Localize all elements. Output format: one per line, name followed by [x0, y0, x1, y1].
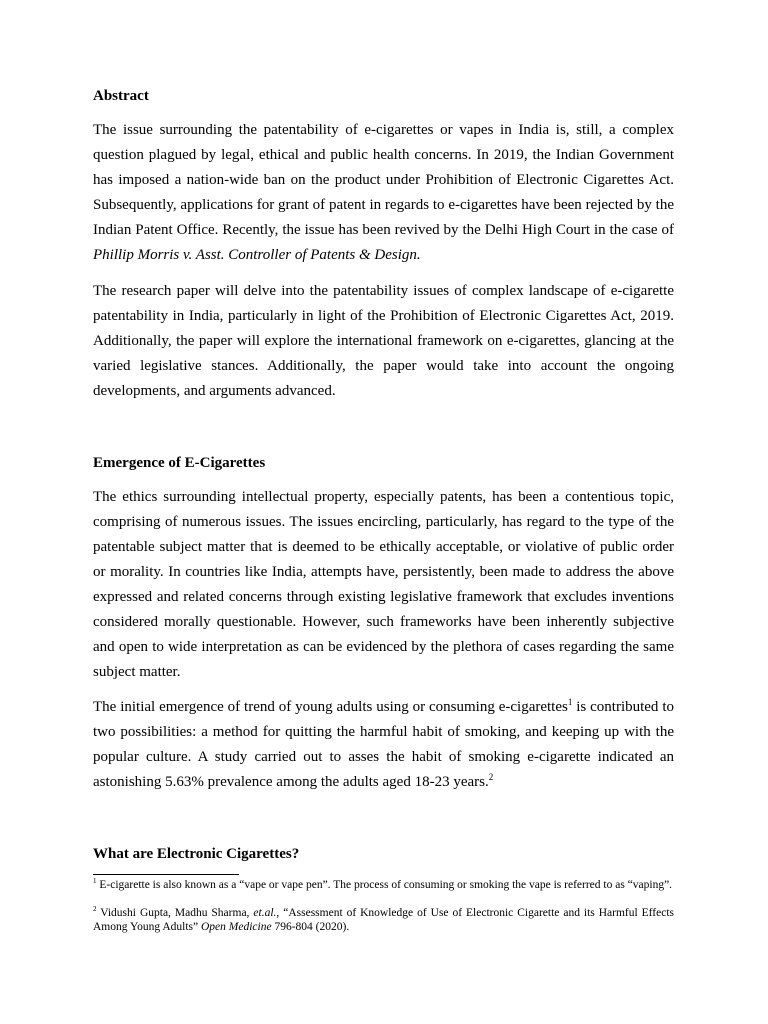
emergence-paragraph-2-text-b: is contributed to two possibilities: a method for quitting the harmful habit of smoking, and keeping up with the popular culture. A study carried out to asses the habit of smoking e-cigarette indicated an astonishing 5.63% prevalence among the adults aged 18-23 years.: [93, 699, 674, 790]
emergence-heading: Emergence of E-Cigarettes: [93, 455, 266, 471]
footnote-ref-1[interactable]: 1: [567, 697, 573, 707]
footnote-2-journal: Open Medicine: [201, 921, 272, 933]
footnote-1-number: 1: [93, 877, 97, 886]
abstract-paragraph-1: [93, 118, 674, 268]
emergence-paragraph-1: The ethics surrounding intellectual property, especially patents, has been a contentious topic, comprising of numerous issues. The issues encircling, particularly, has regard to the type of the patentable subject matter that is deemed to be ethically acceptable, or violative of public order or morality. In countries like India, attempts have, persistently, been made to address the above expressed and related concerns through existing legislative framework that excludes inventions considered morally questionable. However, such frameworks have been inherently subjective and open to wide interpretation as can be evidenced by the plethora of cases regarding the same subject matter.: [93, 489, 674, 680]
footnote-2-etal: et.al.: [253, 907, 277, 919]
emergence-paragraph-2: [93, 695, 674, 795]
footnote-2-pages: 796-804 (2020).: [271, 921, 350, 933]
footnote-ref-2[interactable]: 2: [488, 772, 494, 782]
abstract-paragraph-2: The research paper will delve into the patentability issues of complex landscape of e-cigarette patentability in India, particularly in light of the Prohibition of Electronic Cigarettes Act, 2019. Additionally, the paper will explore the international framework on e-cigarettes, glancing at the varied legislative stances. Additionally, the paper would take into account the ongoing developments, and arguments advanced.: [93, 283, 674, 399]
footnote-2-authors: Vidushi Gupta, Madhu Sharma,: [96, 907, 254, 919]
footnote-separator: [93, 874, 239, 875]
footnote-2-number: 2: [93, 905, 97, 914]
emergence-paragraph-2-text-a: The initial emergence of trend of young adults using or consuming e-cigarettes: [93, 699, 568, 715]
what-are-heading: What are Electronic Cigarettes?: [93, 846, 300, 862]
footnote-1: [93, 878, 674, 892]
abstract-paragraph-1-text: The issue surrounding the patentability of e-cigarettes or vapes in India is, still, a complex question plagued by legal, ethical and public health concerns. In 2019, the Indian Government has imposed a nation-wide ban on the product under Prohibition of Electronic Cigarettes Act. Subsequently, applications for grant of patent in regards to e-cigarettes have been rejected by the Indian Patent Office. Recently, the issue has been revived by the Delhi High Court in the case of: [93, 122, 674, 238]
footnote-2: [93, 906, 674, 934]
footnote-1-text: E-cigarette is also known as a “vape or vape pen”. The process of consuming or smoking the vape is referred to as “vaping”.: [96, 879, 673, 891]
footnote-2-title: , “Assessment of Knowledge of Use of Electronic Cigarette and its Harmful Effects Among Young Adults”: [93, 907, 674, 933]
abstract-heading: Abstract: [93, 88, 149, 104]
case-citation: Phillip Morris v. Asst. Controller of Patents & Design.: [93, 247, 421, 263]
